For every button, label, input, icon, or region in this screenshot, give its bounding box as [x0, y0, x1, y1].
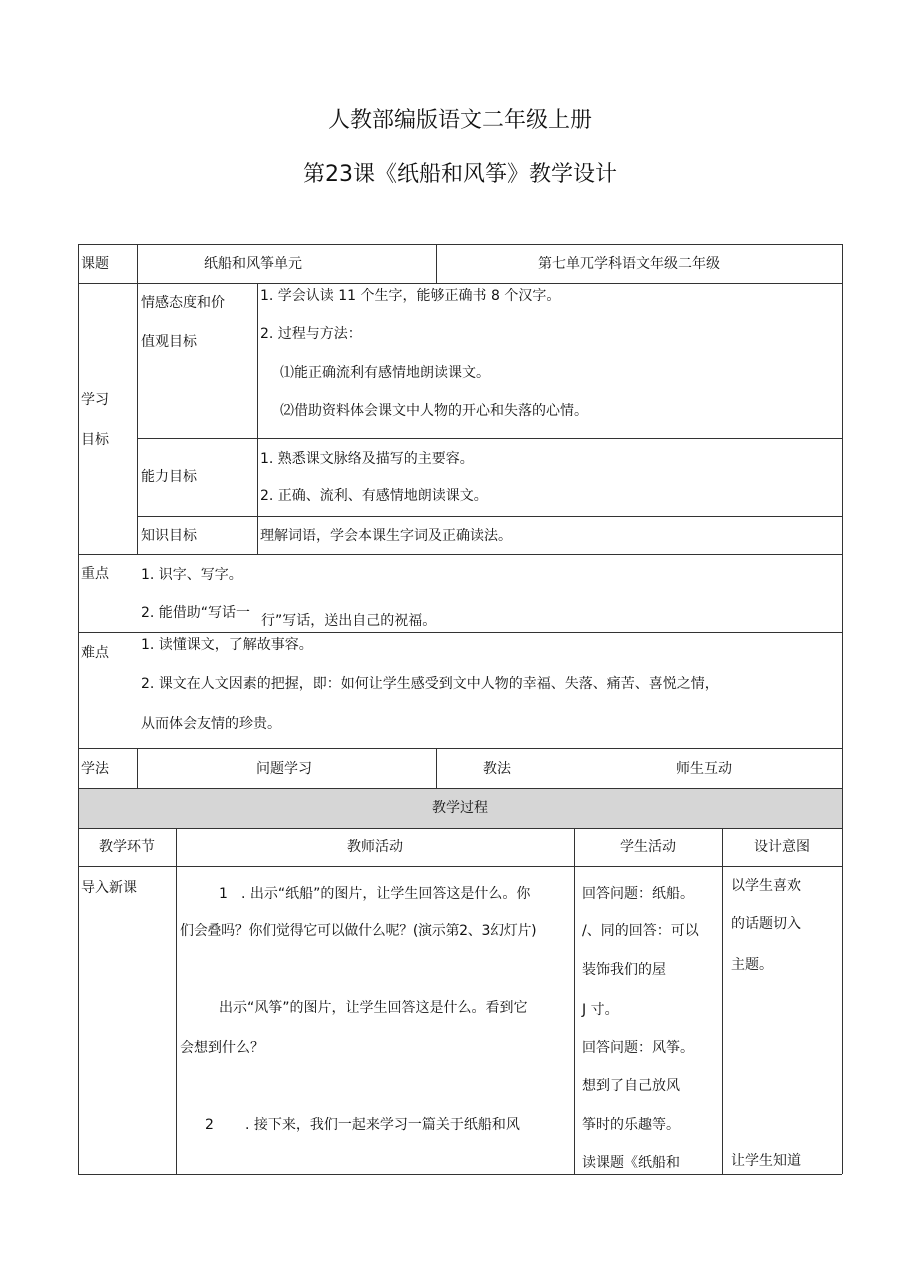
lesson-title: 第23课《纸船和风筝》教学设计: [303, 162, 617, 187]
col-header-design: 设计意图: [754, 839, 810, 855]
learning-method-label: 学法: [81, 761, 109, 777]
learning-goals-label-2: 目标: [81, 432, 109, 448]
emotion-goal-item: 2. 过程与方法：: [260, 326, 362, 342]
key-point-item: 2. 能借助“写话一: [141, 605, 251, 621]
key-point-item: 1. 识字、写字。: [141, 567, 243, 583]
row-divider: [137, 516, 842, 517]
student-activity: 回答问题：纸船。: [582, 886, 694, 902]
student-activity: 装饰我们的屋: [582, 962, 666, 978]
process-banner-label: 教学过程: [432, 800, 488, 816]
knowledge-goal-label: 知识目标: [141, 528, 197, 544]
col-divider: [436, 244, 437, 283]
table-border: [842, 244, 843, 1174]
emotion-goal-item: ⑵借助资料体会课文中人物的开心和失落的心情。: [280, 403, 588, 419]
table-bottom-border: [78, 1174, 842, 1175]
ability-goal-item: 1. 熟悉课文脉络及描写的主要容。: [260, 451, 474, 467]
teaching-method-label: 教法: [483, 761, 511, 777]
col-divider: [176, 828, 177, 1174]
col-divider: [436, 748, 437, 788]
teacher-activity: 们会叠吗？你们觉得它可以做什么呢？(演示第2、3幻灯片): [180, 923, 537, 939]
teacher-activity: . 出示“纸船”的图片，让学生回答这是什么。你: [241, 886, 531, 902]
emotion-goal-label-2: 值观目标: [141, 334, 197, 350]
difficulty-item: 从而体会友情的珍贵。: [141, 716, 281, 732]
student-activity: 想到了自己放风: [582, 1078, 680, 1094]
row-divider: [78, 866, 842, 867]
unit-name: 纸船和风筝单元: [204, 256, 302, 272]
col-divider: [137, 748, 138, 788]
teacher-activity: 出示“风筝”的图片，让学生回答这是什么。看到它: [219, 1000, 528, 1016]
table-border: [78, 244, 842, 245]
student-activity: 回答问题：风筝。: [582, 1040, 694, 1056]
learning-goals-label: 学习: [81, 392, 109, 408]
col-divider: [137, 244, 138, 554]
teacher-activity: . 接下来，我们一起来学习一篇关于纸船和风: [245, 1117, 520, 1133]
col-divider: [257, 283, 258, 554]
student-activity: J 寸。: [582, 1002, 619, 1018]
difficulties-label: 难点: [81, 645, 109, 661]
row-divider: [137, 438, 842, 439]
design-intent: 主题。: [731, 957, 773, 973]
design-intent: 以学生喜欢: [731, 878, 801, 894]
emotion-goal-item: ⑴能正确流利有感情地朗读课文。: [280, 365, 490, 381]
subject-label: 课题: [81, 256, 109, 272]
student-activity: 筝时的乐趣等。: [582, 1117, 680, 1133]
col-divider: [722, 828, 723, 1174]
difficulty-item: 2. 课文在人文因素的把握，即：如何让学生感受到文中人物的幸福、失落、痛苦、喜悦之情，: [141, 676, 719, 692]
ability-goal-item: 2. 正确、流利、有感情地朗读课文。: [260, 488, 488, 504]
col-divider: [574, 828, 575, 1174]
grade-info: 第七单兀学科语文年级二年级: [538, 256, 720, 272]
stage-name: 导入新课: [81, 880, 137, 896]
teaching-method-value: 师生互动: [676, 761, 732, 777]
col-header-student: 学生活动: [620, 839, 676, 855]
row-divider: [78, 283, 842, 284]
key-points-label: 重点: [81, 566, 109, 582]
teacher-activity: 会想到什么？: [180, 1040, 264, 1056]
ability-goal-label: 能力目标: [141, 469, 197, 485]
teacher-step-number: 1: [219, 886, 228, 902]
row-divider: [78, 748, 842, 749]
emotion-goal-label: 情感态度和价: [141, 295, 225, 311]
learning-method-value: 问题学习: [256, 761, 312, 777]
key-point-item-continued: 行”写话，送出自己的祝福。: [261, 613, 437, 629]
teacher-step-number: 2: [205, 1117, 214, 1133]
student-activity: 读课题《纸船和: [582, 1155, 680, 1171]
row-divider: [78, 828, 842, 829]
document-title: 人教部编版语文二年级上册: [327, 108, 592, 133]
row-divider: [78, 788, 842, 789]
row-divider: [78, 554, 842, 555]
difficulty-item: 1. 读懂课文，了解故事容。: [141, 637, 313, 653]
table-border: [78, 244, 79, 1174]
col-header-teacher: 教师活动: [347, 839, 403, 855]
row-divider: [78, 632, 842, 633]
col-header-stage: 教学环节: [99, 839, 155, 855]
knowledge-goal-text: 理解词语，学会本课生字词及正确读法。: [260, 528, 512, 544]
design-intent: 的话题切入: [731, 916, 801, 932]
student-activity: /、同的回答：可以: [582, 923, 699, 939]
emotion-goal-item: 1. 学会认读 11 个生字，能够正确书 8 个汉字。: [260, 288, 561, 304]
design-intent: 让学生知道: [731, 1153, 801, 1169]
